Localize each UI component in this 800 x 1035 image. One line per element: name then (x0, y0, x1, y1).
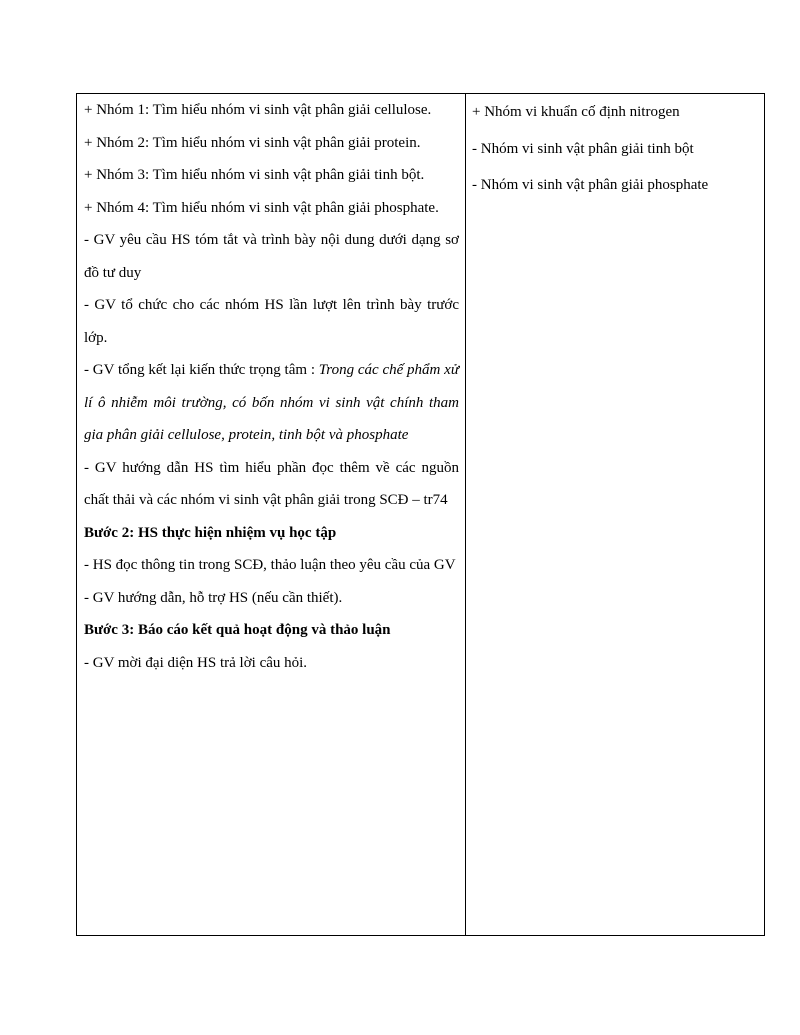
group-2-task: + Nhóm 2: Tìm hiểu nhóm vi sinh vật phân giải protein. (84, 134, 421, 151)
report-instruction: - GV mời đại diện HS trả lời câu hỏi. (84, 654, 308, 671)
group-3-task: + Nhóm 3: Tìm hiểu nhóm vi sinh vật phân giải tinh bột. (84, 167, 425, 183)
student-task: - HS đọc thông tin trong SCĐ, thảo luận theo yêu cầu của GV (84, 557, 456, 573)
activity-cell (77, 94, 466, 936)
result-item: + Nhóm vi khuẩn cố định nitrogen (472, 104, 680, 120)
key-knowledge (84, 354, 459, 452)
key-knowledge-prefix: - GV tổng kết lại kiến thức trọng tâm : (84, 362, 319, 378)
presentation-instruction: - GV tổ chức cho các nhóm HS lần lượt lên trình bày trước lớp. (84, 297, 459, 346)
group-4-task: + Nhóm 4: Tìm hiểu nhóm vi sinh vật phân giải phosphate. (84, 199, 439, 216)
group-1-task: + Nhóm 1: Tìm hiểu nhóm vi sinh vật phân giải cellulose. (84, 102, 432, 118)
summary-request: - GV yêu cầu HS tóm tắt và trình bày nội dung dưới dạng sơ đồ tư duy (84, 232, 459, 281)
result-item: - Nhóm vi sinh vật phân giải tinh bột (472, 140, 694, 157)
teacher-support: - GV hướng dẫn, hỗ trợ HS (nếu cần thiết). (84, 589, 343, 606)
further-reading: - GV hướng dẫn HS tìm hiểu phần đọc thêm về các nguồn chất thải và các nhóm vi sinh vật phân giải trong SCĐ – tr74 (84, 459, 459, 508)
key-knowledge-content: Trong các chế phẩm xử lí ô nhiễm môi trường, có bốn nhóm vi sinh vật chính tham gia phân giải cellulose, protein, tinh bột và phosphate (84, 362, 459, 443)
result-cell (466, 94, 765, 936)
lesson-table (76, 93, 765, 936)
step-3-heading: Bước 3: Báo cáo kết quả hoạt động và thảo luận (84, 622, 391, 638)
table-row (77, 94, 765, 936)
result-item: - Nhóm vi sinh vật phân giải phosphate (472, 177, 709, 193)
step-2-heading: Bước 2: HS thực hiện nhiệm vụ học tập (84, 524, 337, 541)
